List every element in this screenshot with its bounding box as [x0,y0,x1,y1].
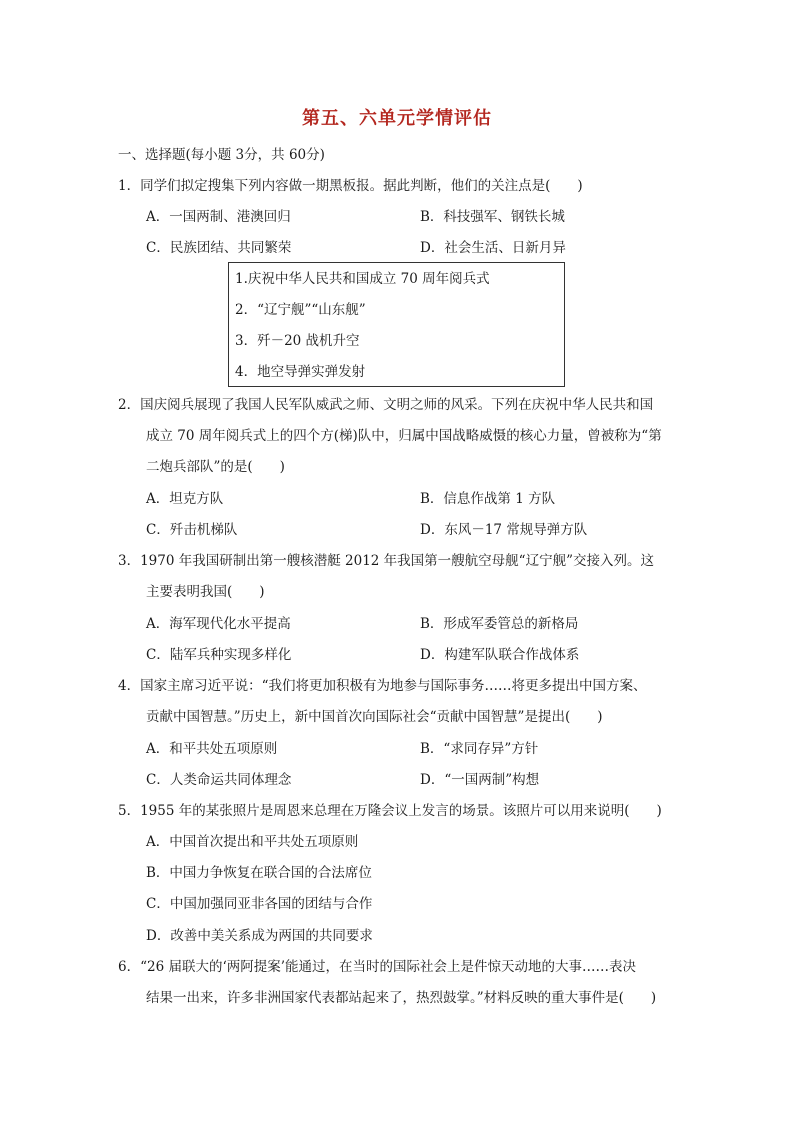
question-4-stem-line-1: 4．国家主席习近平说：“我们将更加积极有为地参与国际事务……将更多提出中国方案、 [118,678,647,694]
question-3-option-d: D．构建军队联合作战体系 [420,647,580,663]
question-5-option-a: A．中国首次提出和平共处五项原则 [146,834,359,850]
question-5-option-b: B．中国力争恢复在联合国的合法席位 [146,865,372,881]
question-2-stem-line-2: 成立 70 周年阅兵式上的四个方(梯)队中，归属中国战略威慑的核心力量，曾被称为“第 [146,428,662,444]
question-1-option-d: D．社会生活、日新月异 [420,240,566,256]
question-1-option-c: C．民族团结、共同繁荣 [146,240,292,256]
question-3-option-b: B．形成军委管总的新格局 [420,616,579,632]
question-2-option-d: D．东风－17 常规导弹方队 [420,522,588,538]
question-1-option-b: B．科技强军、钢铁长城 [420,209,565,225]
question-5-option-c: C．中国加强同亚非各国的团结与合作 [146,896,373,912]
question-4-stem-line-2: 贡献中国智慧。”历史上，新中国首次向国际社会“贡献中国智慧”是提出( ) [146,709,603,725]
question-3-stem-line-1: 3．1970 年我国研制出第一艘核潜艇 2012 年我国第一艘航空母舰“辽宁舰”交接入列。这 [118,553,654,569]
question-2-stem-line-3: 二炮兵部队”的是( ) [146,459,285,475]
question-3-option-a: A．海军现代化水平提高 [146,616,291,632]
question-4-option-c: C．人类命运共同体理念 [146,772,292,788]
question-5-option-d: D．改善中美关系成为两国的共同要求 [146,928,373,944]
material-item-3: 3．歼－20 战机升空 [235,333,360,349]
question-4-option-d: D．“一国两制”构想 [420,772,540,788]
question-2-option-b: B．信息作战第 1 方队 [420,491,556,507]
question-1-material-box [228,262,565,387]
question-4-option-b: B．“求同存异”方针 [420,741,539,757]
material-item-2: 2．“辽宁舰”“山东舰” [235,302,366,318]
question-2-option-a: A．坦克方队 [146,491,224,507]
question-3-option-c: C．陆军兵种实现多样化 [146,647,292,663]
page-title: 第五、六单元学情评估 [302,108,492,129]
question-2-option-c: C．歼击机梯队 [146,522,238,538]
question-1-stem: 1．同学们拟定搜集下列内容做一期黑板报。据此判断，他们的关注点是( ) [118,178,583,194]
question-6-stem-line-1: 6．“26 届联大的‘两阿提案’能通过，在当时的国际社会上是件惊天动地的大事……表决 [118,959,637,975]
material-item-4: 4．地空导弹实弹发射 [235,364,366,380]
question-5-stem: 5．1955 年的某张照片是周恩来总理在万隆会议上发言的场景。该照片可以用来说明( ) [118,803,662,819]
question-3-stem-line-2: 主要表明我国( ) [146,584,265,600]
question-1-option-a: A．一国两制、港澳回归 [146,209,291,225]
section-heading: 一、选择题(每小题 3分，共 60分) [118,147,325,163]
question-4-option-a: A．和平共处五项原则 [146,741,278,757]
question-6-stem-line-2: 结果一出来，许多非洲国家代表都站起来了，热烈鼓掌。”材料反映的重大事件是( ) [146,990,657,1006]
material-item-1: 1.庆祝中华人民共和国成立 70 周年阅兵式 [235,271,490,287]
question-2-stem-line-1: 2．国庆阅兵展现了我国人民军队威武之师、文明之师的风采。下列在庆祝中华人民共和国 [118,397,654,413]
